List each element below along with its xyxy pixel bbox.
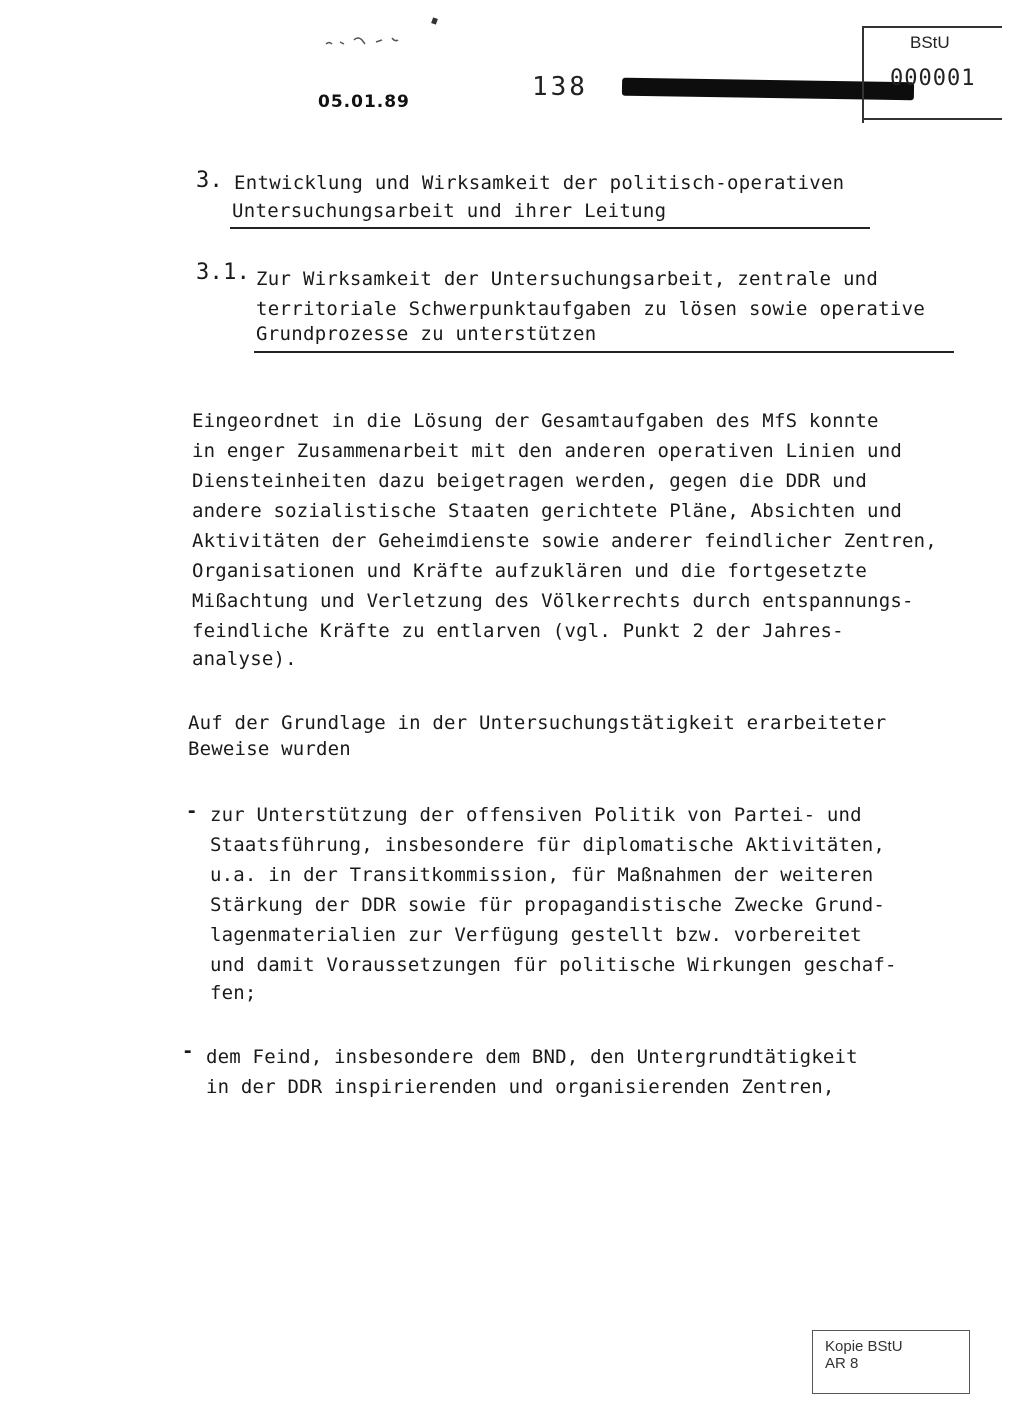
paragraph-1-line: Diensteinheiten dazu beigetragen werden, gegen die DDR und — [192, 470, 868, 492]
section-3-underline — [230, 227, 870, 229]
bullet-1-line: u.a. in der Transitkommission, für Maßnahmen der weiteren — [210, 864, 874, 886]
paragraph-1-line: Eingeordnet in die Lösung der Gesamtaufgaben des MfS konnte — [192, 410, 879, 432]
archive-label: BStU — [910, 33, 950, 52]
section-3-1-title-line2: territoriale Schwerpunktaufgaben zu lösen sowie operative — [256, 298, 926, 320]
paragraph-1-line: analyse). — [192, 648, 297, 670]
section-3-1-underline — [254, 351, 954, 353]
archive-number: 000001 — [890, 66, 976, 91]
paragraph-1-line: feindliche Kräfte zu entlarven (vgl. Punkt 2 der Jahres- — [192, 620, 844, 642]
section-3-title-line1: Entwicklung und Wirksamkeit der politisch-operativen — [234, 172, 845, 194]
copy-stamp-line1: Kopie BStU — [825, 1338, 903, 1355]
bullet-2-line: in der DDR inspirierenden und organisierenden Zentren, — [206, 1076, 835, 1098]
paragraph-1-line: andere sozialistische Staaten gerichtete Pläne, Absichten und — [192, 500, 902, 522]
paragraph-2-line: Auf der Grundlage in der Untersuchungstätigkeit erarbeiteter — [188, 712, 887, 734]
bullet-1-line: Stärkung der DDR sowie für propagandistische Zwecke Grund- — [210, 894, 886, 916]
bullet-1-dash: - — [186, 800, 198, 822]
bullet-2-line: dem Feind, insbesondere dem BND, den Untergrundtätigkeit — [206, 1046, 858, 1068]
bullet-1-line: und damit Voraussetzungen für politische Wirkungen geschaf- — [210, 954, 897, 976]
section-3-title-line2: Untersuchungsarbeit und ihrer Leitung — [232, 200, 667, 222]
paragraph-1-line: Aktivitäten der Geheimdienste sowie anderer feindlicher Zentren, — [192, 530, 937, 552]
paragraph-2-line: Beweise wurden — [188, 738, 351, 760]
page-number: 138 — [532, 72, 588, 102]
corner-tick-mark — [431, 17, 438, 24]
date-stamp: 05.01.89 — [318, 92, 410, 112]
bullet-1-line: Staatsführung, insbesondere für diplomatische Aktivitäten, — [210, 834, 886, 856]
paragraph-1-line: Mißachtung und Verletzung des Völkerrechts durch entspannungs- — [192, 590, 914, 612]
section-3-1-number: 3.1. — [196, 260, 251, 285]
section-3-number: 3. — [196, 168, 224, 193]
bullet-2-dash: - — [182, 1040, 194, 1062]
copy-stamp-line2: AR 8 — [825, 1355, 859, 1372]
copy-stamp — [812, 1330, 970, 1394]
section-3-1-title-line3: Grundprozesse zu unterstützen — [256, 323, 597, 345]
section-3-1-title-line1: Zur Wirksamkeit der Untersuchungsarbeit, zentrale und — [256, 268, 879, 290]
paragraph-1-line: in enger Zusammenarbeit mit den anderen operativen Linien und — [192, 440, 902, 462]
paragraph-1-line: Organisationen und Kräfte aufzuklären und die fortgesetzte — [192, 560, 868, 582]
bullet-1-line: zur Unterstützung der offensiven Politik von Partei- und — [210, 804, 862, 826]
scribble-mark — [322, 30, 412, 52]
bullet-1-line: fen; — [210, 982, 257, 1004]
bullet-1-line: lagenmaterialien zur Verfügung gestellt bzw. vorbereitet — [210, 924, 862, 946]
archive-box — [862, 26, 1002, 123]
archive-box-bottom-rule — [862, 118, 1002, 120]
